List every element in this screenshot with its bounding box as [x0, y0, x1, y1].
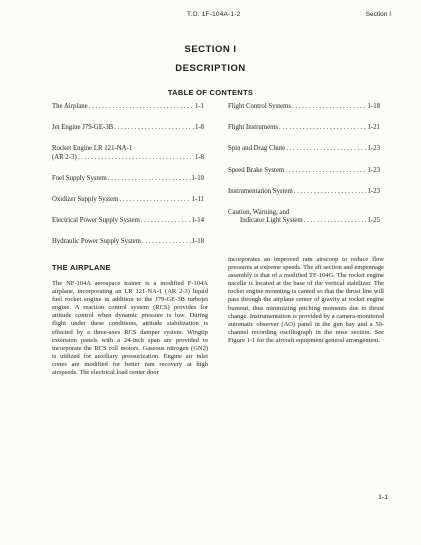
document-number: T.O. 1F-104A-1-2	[187, 11, 241, 18]
toc-leader-dots	[119, 196, 190, 204]
toc-entry-label: Spin and Drag Chute	[228, 145, 286, 153]
toc-entry-label: Hydraulic Power Supply System	[52, 238, 141, 246]
toc-entry-label: Indicator Light System	[240, 217, 303, 225]
toc-entry-page: 1-18	[367, 103, 380, 110]
toc-entry-page: 1-23	[367, 187, 380, 195]
toc-entry[interactable]	[228, 167, 380, 175]
toc-entry-page: 1-21	[367, 124, 380, 132]
toc-entry-page: 1-25	[367, 217, 380, 225]
toc-leader-dots	[286, 145, 366, 153]
toc-entry[interactable]	[228, 188, 380, 196]
toc-entry-label: Jet Engine J79-GE-3B	[52, 124, 114, 132]
toc-entry[interactable]	[52, 103, 204, 111]
toc-leader-dots	[285, 167, 366, 175]
toc-left-column	[52, 103, 204, 247]
toc-entry-page: 1-8	[194, 124, 204, 132]
toc-entry-label: Electrical Power Supply System	[52, 217, 140, 225]
section-name: DESCRIPTION	[175, 63, 246, 74]
toc-entry-page: 1-14	[191, 217, 204, 225]
toc-entry-label: Fuel Supply System	[52, 174, 107, 182]
toc-entry-label: Instrumentation System	[228, 187, 293, 195]
toc-entry-label: Flight Control Systems	[228, 103, 292, 110]
toc-entry-page: 1-1	[194, 103, 204, 110]
toc-right-column	[228, 103, 380, 225]
toc-leader-dots	[89, 103, 194, 111]
toc-entry[interactable]	[52, 238, 204, 246]
toc-entry[interactable]	[52, 217, 204, 225]
toc-entry[interactable]	[52, 154, 204, 162]
body-text-left: The NF-104A aerospace trainer is a modified F-104A airplane, incorporating an LR 121-NA-1 (AR 2-3) liquid fuel rocket engine in addition to the J79-GE-3B turbojet engine. A reaction control system (RCS) provides for attitude control when dynamic pressure is low. During flight under these conditions, attitude stabilization is effected by a three-axes RCS damper system. Wingtip extension panels with a 24-inch span are provided to incorporate the RCS roll motors. Gaseous nitrogen (GN2) is utilized for auxiliary pressurization. Engine air inlet cones are modified for better ram recovery at high airspeeds. The electrical load center door	[52, 280, 208, 377]
toc-leader-dots	[279, 124, 366, 132]
body-text-right: incorporates an improved ram airscoop to reduce flow pressures at extreme speeds. The aft section and empennage assembly is that of a modified TF-104G. The rocket engine nacelle is located at the base of the vertical stabilizer. The rocket engine mounting is canted so that the thrust line will pass through the airplane center of gravity at rocket engine burnout, thus minimizing pitching moments due to thrust change. Instrumentation is provided by a camera-monitored automatic observer (AO) panel in the gun bay and a 50-channel recording oscillograph in the nose section. See Figure 1-1 for the aircraft equipment general arrangement.	[228, 256, 384, 344]
toc-entry[interactable]	[228, 124, 380, 132]
toc-entry[interactable]	[52, 196, 204, 204]
toc-leader-dots	[142, 238, 191, 246]
toc-leader-dots	[78, 154, 194, 162]
toc-entry-page: 1-23	[367, 145, 380, 153]
toc-entry-page: 1-10	[191, 174, 204, 182]
toc-entry[interactable]	[228, 103, 380, 111]
header-section-label: Section I	[365, 11, 391, 18]
toc-entry[interactable]	[52, 175, 204, 183]
toc-leader-dots	[108, 175, 191, 183]
toc-entry-page: 1-8	[194, 153, 204, 161]
toc-entry-line1: Rocket Engine LR 121-NA-1	[52, 145, 133, 153]
section-title: SECTION I	[184, 44, 237, 55]
toc-entry-page: 1-23	[367, 166, 380, 174]
toc-leader-dots	[141, 217, 191, 225]
toc-entry-label: The Airplane	[52, 103, 88, 110]
toc-entry-label: Flight Instruments	[228, 124, 279, 132]
toc-entry[interactable]	[228, 217, 380, 225]
toc-entry[interactable]	[52, 124, 204, 132]
toc-leader-dots	[292, 103, 366, 111]
toc-entry[interactable]	[228, 145, 380, 153]
toc-entry-label: (AR 2-3)	[52, 153, 77, 161]
toc-entry-page: 1-11	[191, 196, 204, 204]
toc-entry-line1: Caution, Warning, and	[228, 209, 290, 217]
toc-entry-label: Oxidizer Supply System	[52, 196, 119, 204]
toc-leader-dots	[304, 217, 367, 225]
toc-entry-page: 1-18	[191, 238, 204, 246]
toc-entry-label: Speed Brake System	[228, 166, 285, 174]
toc-leader-dots	[114, 124, 194, 132]
page-number: 1-1	[378, 494, 388, 501]
section-heading: THE AIRPLANE	[52, 263, 111, 272]
toc-leader-dots	[294, 188, 367, 196]
toc-title: TABLE OF CONTENTS	[167, 88, 254, 97]
